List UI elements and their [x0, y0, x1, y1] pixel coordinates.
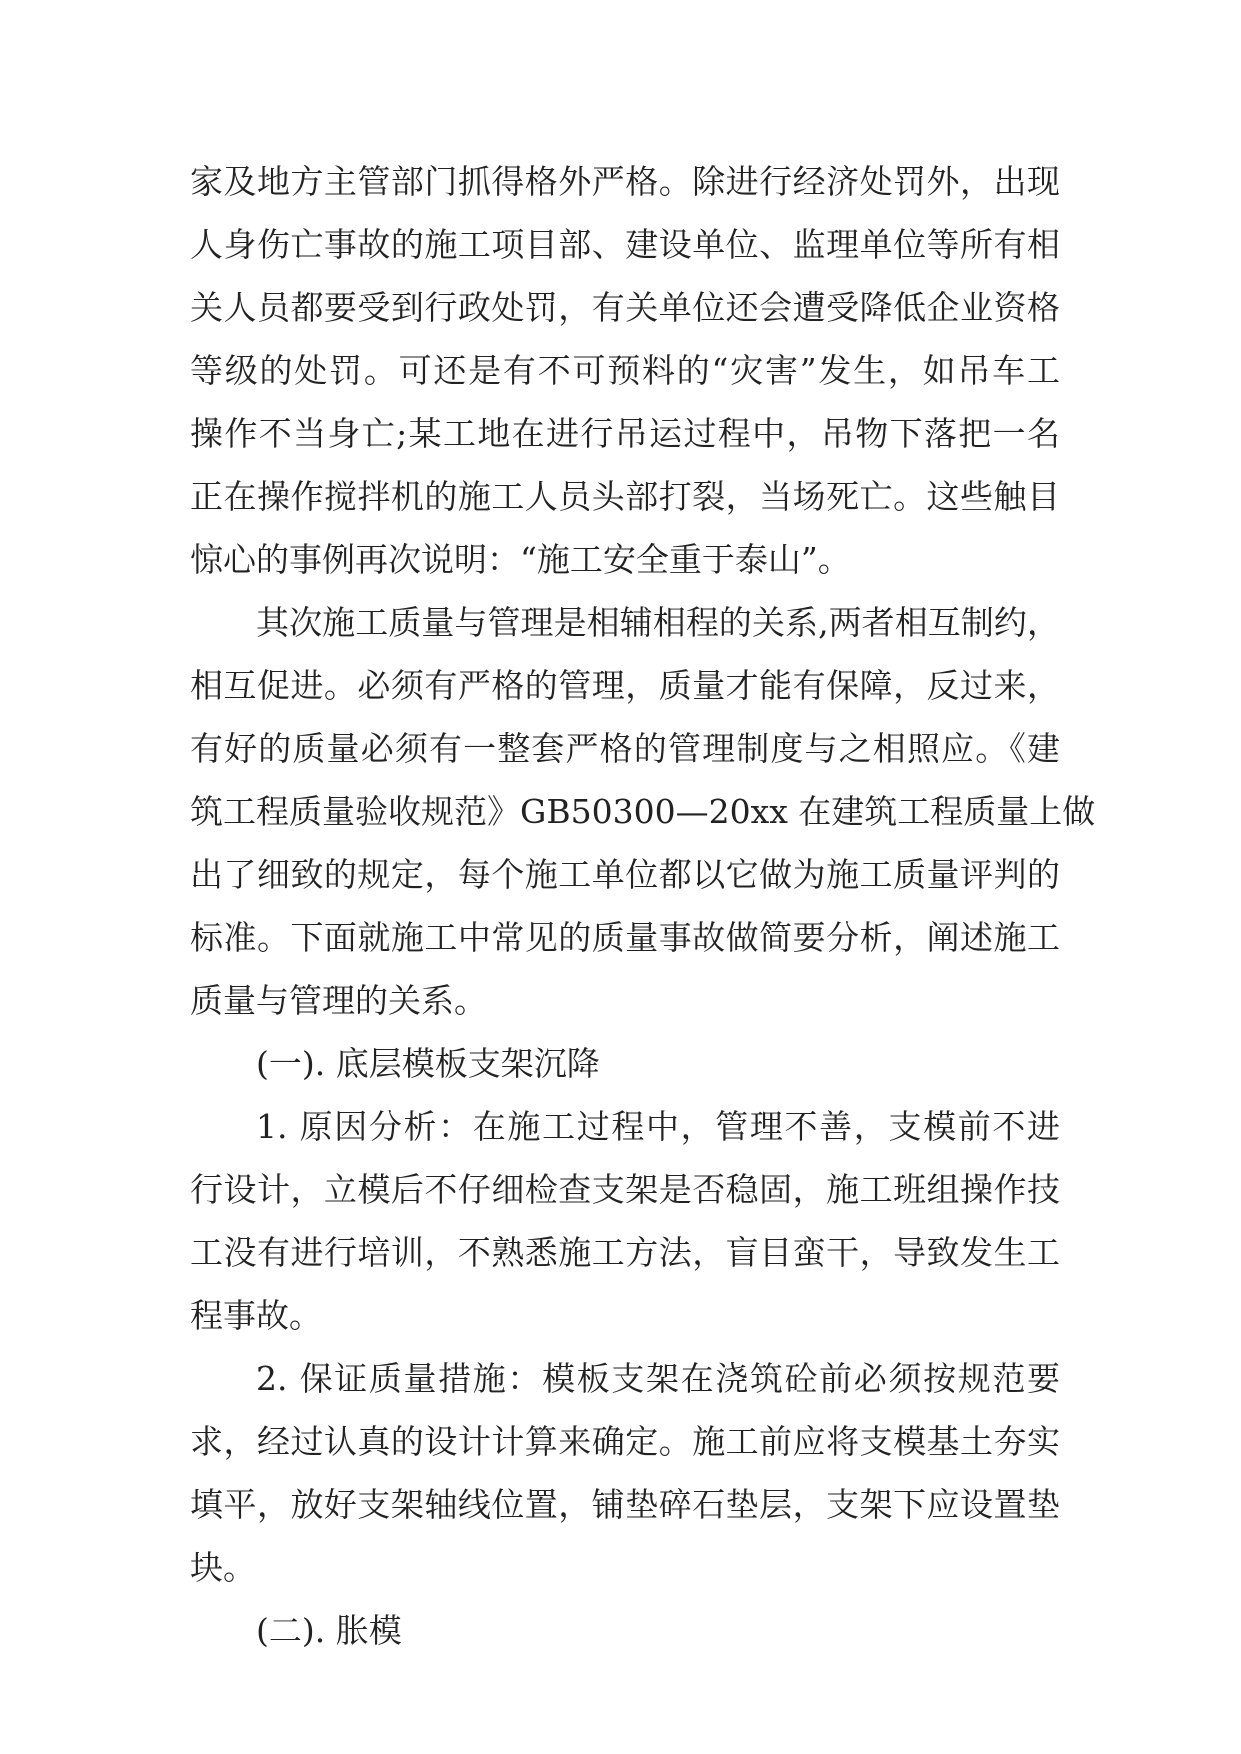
- text-line: 家及地方主管部门抓得格外严格。除进行经济处罚外，出现: [190, 162, 1060, 201]
- text-line: 筑工程质量验收规范》GB50300—20xx 在建筑工程质量上做: [190, 792, 1096, 831]
- text-line: 行设计，立模后不仔细检查支架是否稳固，施工班组操作技: [190, 1170, 1060, 1209]
- text-line: 求，经过认真的设计计算来确定。施工前应将支模基土夯实: [190, 1422, 1060, 1461]
- text-line: 等级的处罚。可还是有不可预料的“灾害”发生，如吊车工: [190, 351, 1060, 390]
- text-line: 块。: [190, 1548, 256, 1587]
- text-line: 程事故。: [190, 1296, 322, 1335]
- text-line: 有好的质量必须有一整套严格的管理制度与之相照应。《建: [190, 729, 1060, 768]
- text-line: 相互促进。必须有严格的管理，质量才能有保障，反过来，: [190, 666, 1060, 705]
- text-line: 质量与管理的关系。: [190, 981, 487, 1020]
- text-line: 惊心的事例再次说明：“施工安全重于泰山”。: [190, 540, 851, 579]
- text-line: 正在操作搅拌机的施工人员头部打裂，当场死亡。这些触目: [190, 477, 1060, 516]
- text-line: 关人员都要受到行政处罚，有关单位还会遭受降低企业资格: [190, 288, 1060, 327]
- text-line: 工没有进行培训，不熟悉施工方法，盲目蛮干，导致发生工: [190, 1233, 1060, 1272]
- text-line: (一). 底层模板支架沉降: [256, 1044, 600, 1083]
- text-line: 2. 保证质量措施：模板支架在浇筑砼前必须按规范要: [256, 1359, 1060, 1398]
- text-line: 操作不当身亡;某工地在进行吊运过程中，吊物下落把一名: [190, 414, 1060, 453]
- text-line: 标准。下面就施工中常见的质量事故做简要分析，阐述施工: [190, 918, 1060, 957]
- text-line: 填平，放好支架轴线位置，铺垫碎石垫层，支架下应设置垫: [190, 1485, 1060, 1524]
- text-line: (二). 胀模: [256, 1611, 402, 1650]
- text-line: 人身伤亡事故的施工项目部、建设单位、监理单位等所有相: [190, 225, 1060, 264]
- text-line: 1. 原因分析：在施工过程中，管理不善，支模前不进: [256, 1107, 1060, 1146]
- text-line: 出了细致的规定，每个施工单位都以它做为施工质量评判的: [190, 855, 1060, 894]
- body-text: [190, 150, 1096, 1662]
- text-line: 其次施工质量与管理是相辅相程的关系,两者相互制约，: [256, 603, 1060, 642]
